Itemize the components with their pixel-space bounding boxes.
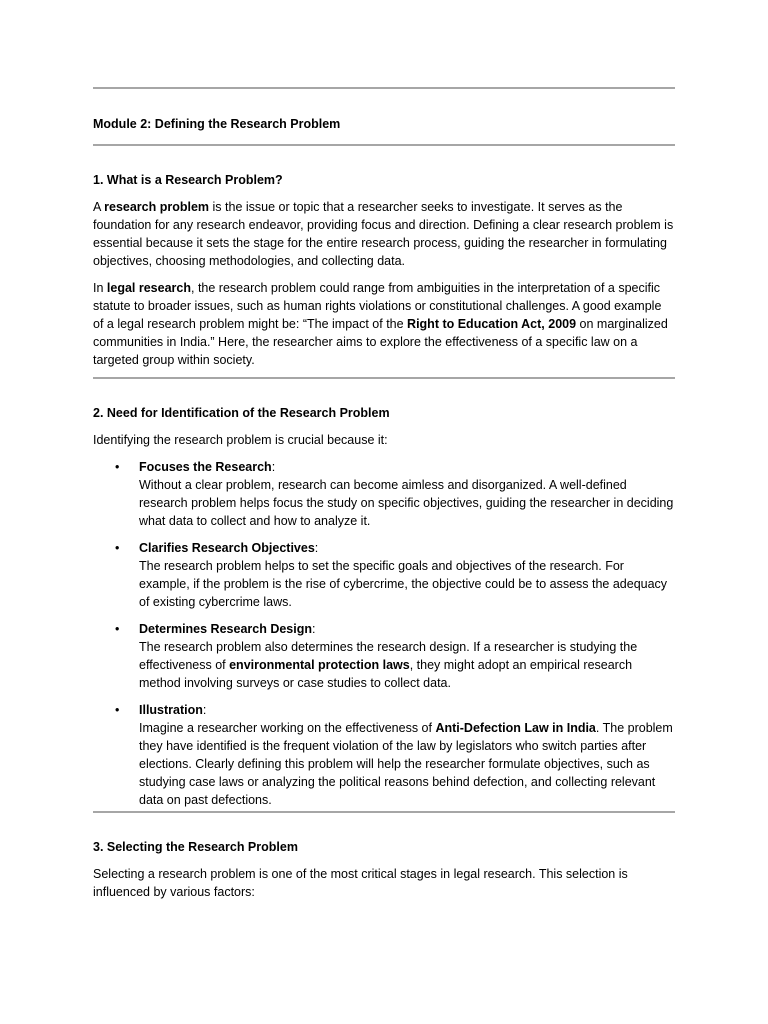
list-item: • Clarifies Research Objectives: The research problem helps to set the specific goals and objectives of the research. For example, if the problem is the rise of cybercrime, the objective could be to assess the adequacy of existing cybercrime laws. [115, 541, 668, 609]
list-item: • Determines Research Design: The research problem also determines the research design. If a researcher is studying the effectiveness of environmental protection laws, they might adopt an empirical research method involving surveys or case studies to collect data. [115, 622, 638, 690]
section-2-heading: 2. Need for Identification of the Research Problem [93, 406, 390, 420]
list-item: • Focuses the Research: Without a clear problem, research can become aimless and disorganized. A well-defined research problem helps focus the study on specific objectives, guiding the researcher in deciding what data to collect and how to analyze it. [115, 460, 674, 528]
section-1-paragraph-2: In legal research, the research problem could range from ambiguities in the interpretation of a specific statute to broader issues, such as human rights violations or constitutional challenges. A good example of a legal research problem might be: “The impact of the Right to Education Act, 2009 on marginalized communities in India.” Here, the researcher aims to explore the effectiveness of a specific law on a targeted group within society. [93, 281, 668, 367]
bullet-dot: • [115, 622, 120, 636]
section-3-paragraph-1: Selecting a research problem is one of the most critical stages in legal research. This selection is influenced by various factors: [93, 867, 628, 899]
section-1-heading: 1. What is a Research Problem? [93, 173, 283, 187]
section-2-intro: Identifying the research problem is crucial because it: [93, 433, 388, 447]
section-3-heading: 3. Selecting the Research Problem [93, 840, 298, 854]
horizontal-rule-top [93, 87, 675, 89]
bullet-dot: • [115, 703, 120, 717]
horizontal-rule [93, 811, 675, 813]
list-item: • Illustration: Imagine a researcher working on the effectiveness of Anti-Defection Law in India. The problem they have identified is the frequent violation of the law by legislators who switch parties after elections. Clearly defining this problem will help the researcher formulate objectives, such as studying case laws or analyzing the political reasons behind defection, and collecting relevant data on past defections. [115, 703, 673, 807]
need-list [93, 458, 675, 809]
document-page [93, 0, 675, 901]
horizontal-rule [93, 144, 675, 146]
bullet-dot: • [115, 460, 120, 474]
section-1-paragraph-1: A research problem is the issue or topic that a researcher seeks to investigate. It serves as the foundation for any research endeavor, providing focus and direction. Defining a clear research problem is essential because it sets the stage for the entire research process, guiding the researcher in formulating objectives, choosing methodologies, and collecting data. [93, 200, 674, 268]
horizontal-rule [93, 377, 675, 379]
module-title: Module 2: Defining the Research Problem [93, 117, 341, 131]
bullet-dot: • [115, 541, 120, 555]
